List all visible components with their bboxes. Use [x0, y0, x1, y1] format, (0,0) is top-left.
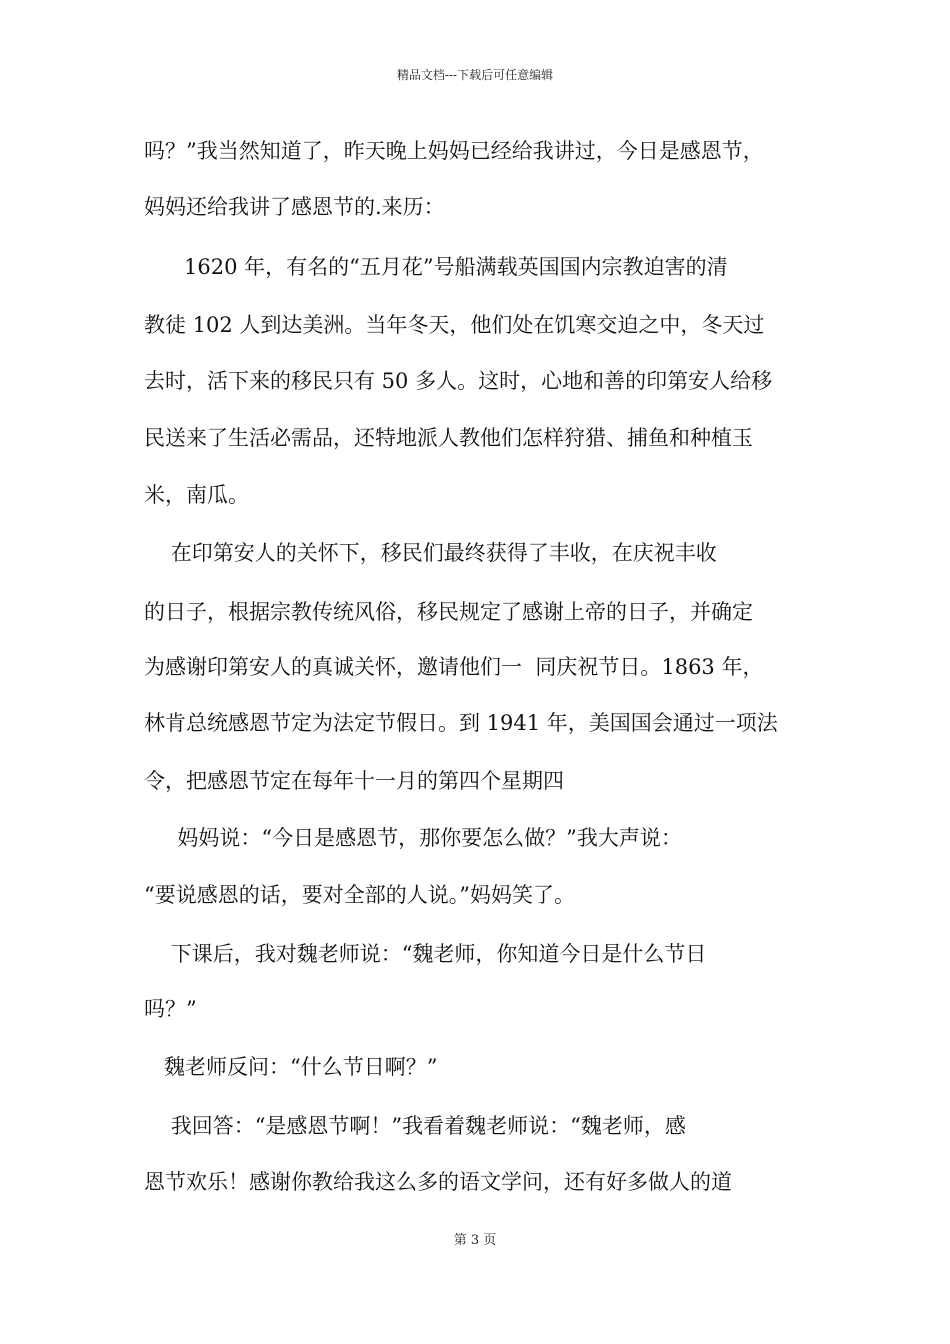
page-number: 第 3 页: [453, 1233, 497, 1248]
paragraph-line: 下课后，我对魏老师说：“魏老师，你知道今日是什么节日: [144, 942, 707, 966]
paragraph-line: “要说感恩的话，要对全部的人说。”妈妈笑了。: [144, 883, 575, 907]
paragraph-line: 妈妈说：“今日是感恩节，那你要怎么做？”我大声说：: [144, 826, 682, 850]
paragraph-line: 魏老师反问：“什么节日啊？”: [144, 1055, 438, 1079]
paragraph-line: 米，南瓜。: [144, 483, 249, 507]
paragraph-line: 1620 年，有名的“五月花”号船满载英国国内宗教迫害的清: [144, 255, 728, 279]
paragraph-line: 民送来了生活必需品，还特地派人教他们怎样狩猎、捕鱼和种植玉: [144, 426, 753, 450]
paragraph-line: 为感谢印第安人的真诚关怀，邀请他们一 同庆祝节日。1863 年，: [144, 655, 764, 679]
paragraph-line: 吗？”: [144, 997, 197, 1021]
paragraph-line: 的日子，根据宗教传统风俗，移民规定了感谢上帝的日子，并确定: [144, 600, 753, 624]
paragraph-line: 林肯总统感恩节定为法定节假日。到 1941 年，美国国会通过一项法: [144, 711, 778, 735]
paragraph-line: 吗？”我当然知道了，昨天晚上妈妈已经给我讲过，今日是感恩节，: [144, 139, 764, 163]
paragraph-line: 教徒 102 人到达美洲。当年冬天，他们处在饥寒交迫之中，冬天过: [144, 313, 765, 337]
page-header: 精品文档---下载后可任意编辑: [396, 68, 554, 82]
paragraph-line: 我回答：“是感恩节啊！”我看着魏老师说：“魏老师，感: [144, 1114, 686, 1138]
paragraph-line: 在印第安人的关怀下，移民们最终获得了丰收，在庆祝丰收: [144, 541, 717, 565]
paragraph-line: 恩节欢乐！感谢你教给我这么多的语文学问，还有好多做人的道: [144, 1170, 732, 1194]
paragraph-line: 妈妈还给我讲了感恩节的.来历：: [144, 195, 445, 219]
paragraph-line: 令，把感恩节定在每年十一月的第四个星期四: [144, 769, 564, 793]
paragraph-line: 去时，活下来的移民只有 50 多人。这时，心地和善的印第安人给移: [144, 369, 773, 393]
